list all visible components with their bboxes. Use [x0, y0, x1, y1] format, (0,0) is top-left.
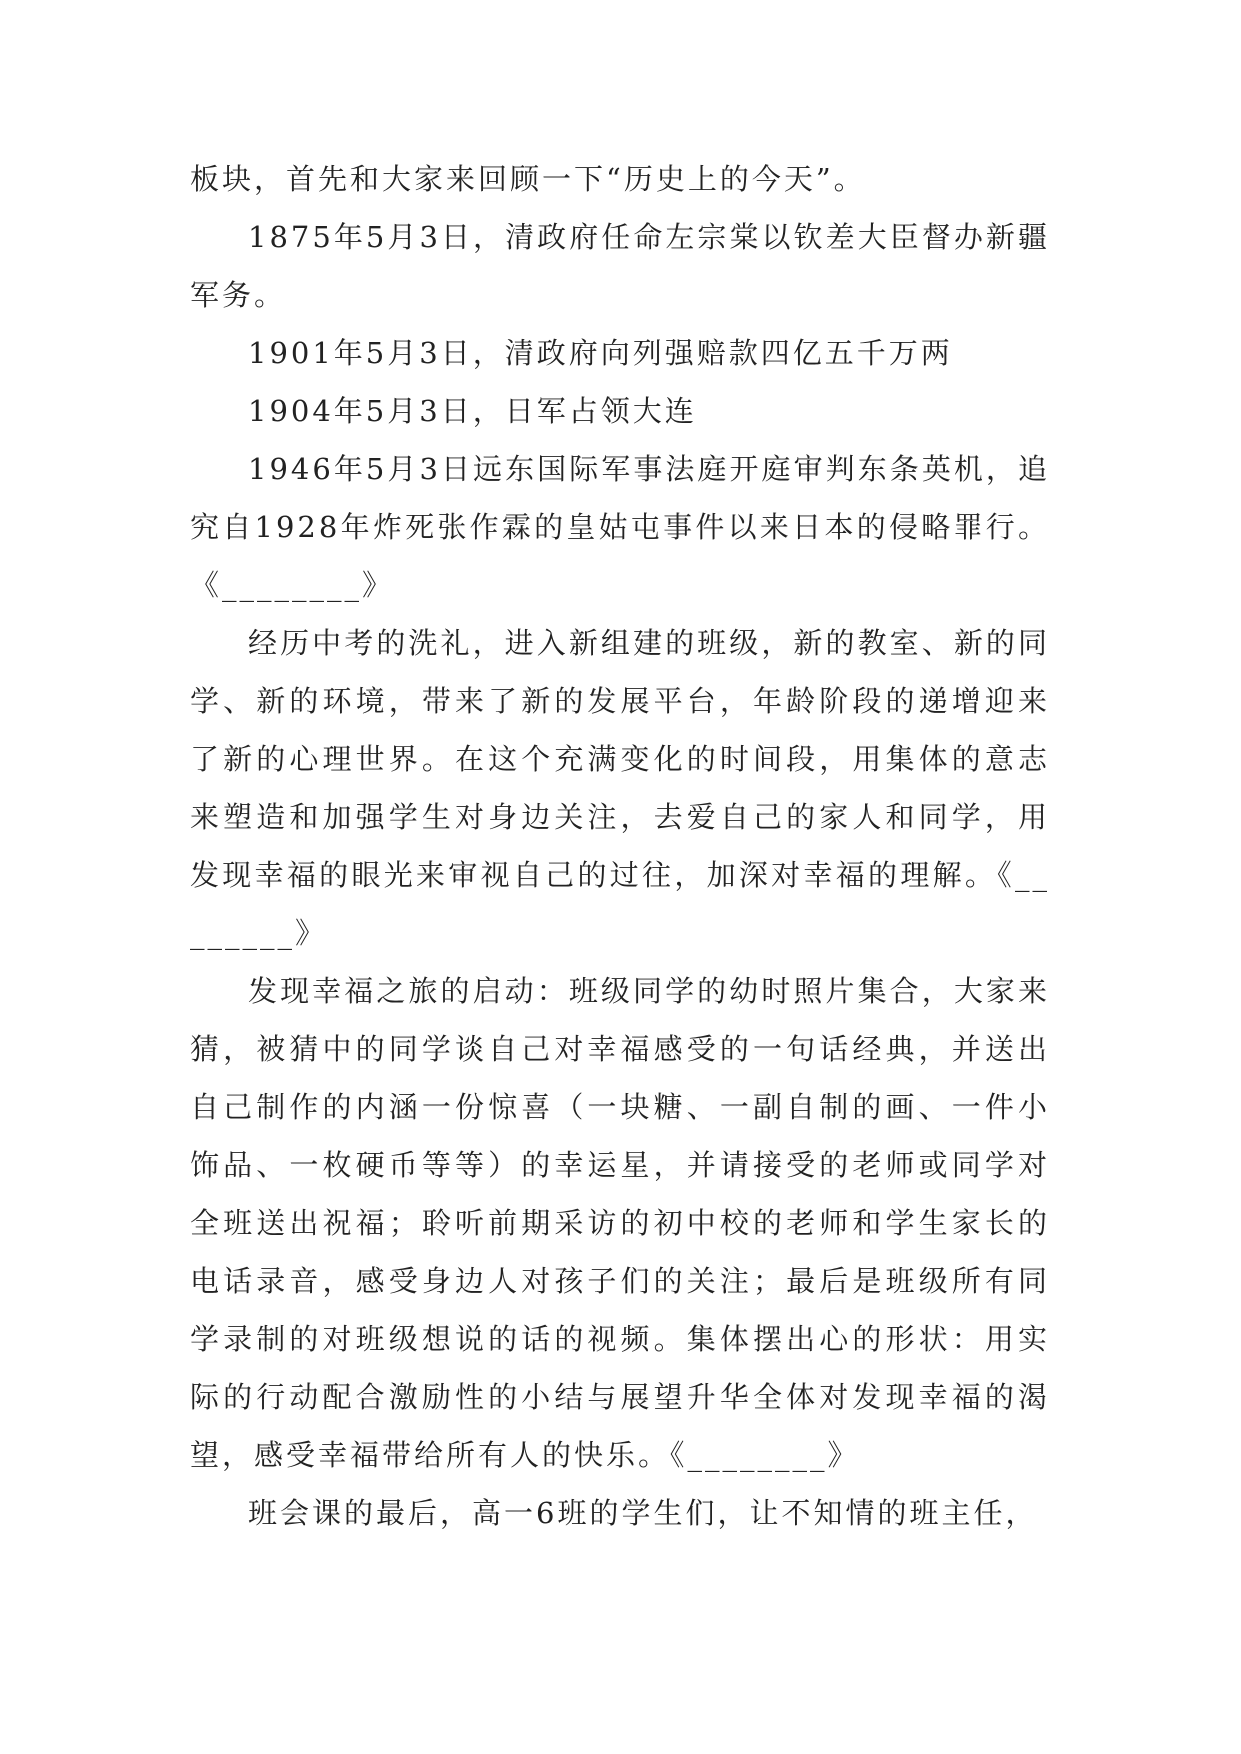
- document-body: [190, 150, 1050, 1542]
- paragraph-1904-event: 1904年5月3日，日军占领大连: [248, 394, 697, 428]
- paragraph-1901-event: 1901年5月3日，清政府向列强赔款四亿五千万两: [248, 336, 953, 370]
- paragraph-class-background: 经历中考的洗礼，进入新组建的班级，新的教室、新的同学、新的环境，带来了新的发展平台，年龄阶段的递增迎来了新的心理世界。在这个充满变化的时间段，用集体的意志来塑造和加强学生对身边关注，去爱自己的家人和同学，用发现幸福的眼光来审视自己的过往，加深对幸福的理解。《________》: [190, 626, 1050, 950]
- paragraph-1875-event: 1875年5月3日，清政府任命左宗棠以钦差大臣督办新疆军务。: [190, 220, 1050, 312]
- paragraph-1946-event: 1946年5月3日远东国际军事法庭开庭审判东条英机，追究自1928年炸死张作霖的皇姑屯事件以来日本的侵略罪行。《________》: [190, 452, 1050, 602]
- paragraph-happiness-journey: 发现幸福之旅的启动：班级同学的幼时照片集合，大家来猜，被猜中的同学谈自己对幸福感受的一句话经典，并送出自己制作的内涵一份惊喜（一块糖、一副自制的画、一件小饰品、一枚硬币等等）的幸运星，并请接受的老师或同学对全班送出祝福；聆听前期采访的初中校的老师和学生家长的电话录音，感受身边人对孩子们的关注；最后是班级所有同学录制的对班级想说的话的视频。集体摆出心的形状：用实际的行动配合激励性的小结与展望升华全体对发现幸福的渴望，感受幸福带给所有人的快乐。《________》: [190, 974, 1050, 1472]
- paragraph-history-intro: 板块，首先和大家来回顾一下“历史上的今天”。: [190, 162, 866, 196]
- paragraph-class-meeting-ending: 班会课的最后，高一6班的学生们，让不知情的班主任，: [248, 1496, 1038, 1530]
